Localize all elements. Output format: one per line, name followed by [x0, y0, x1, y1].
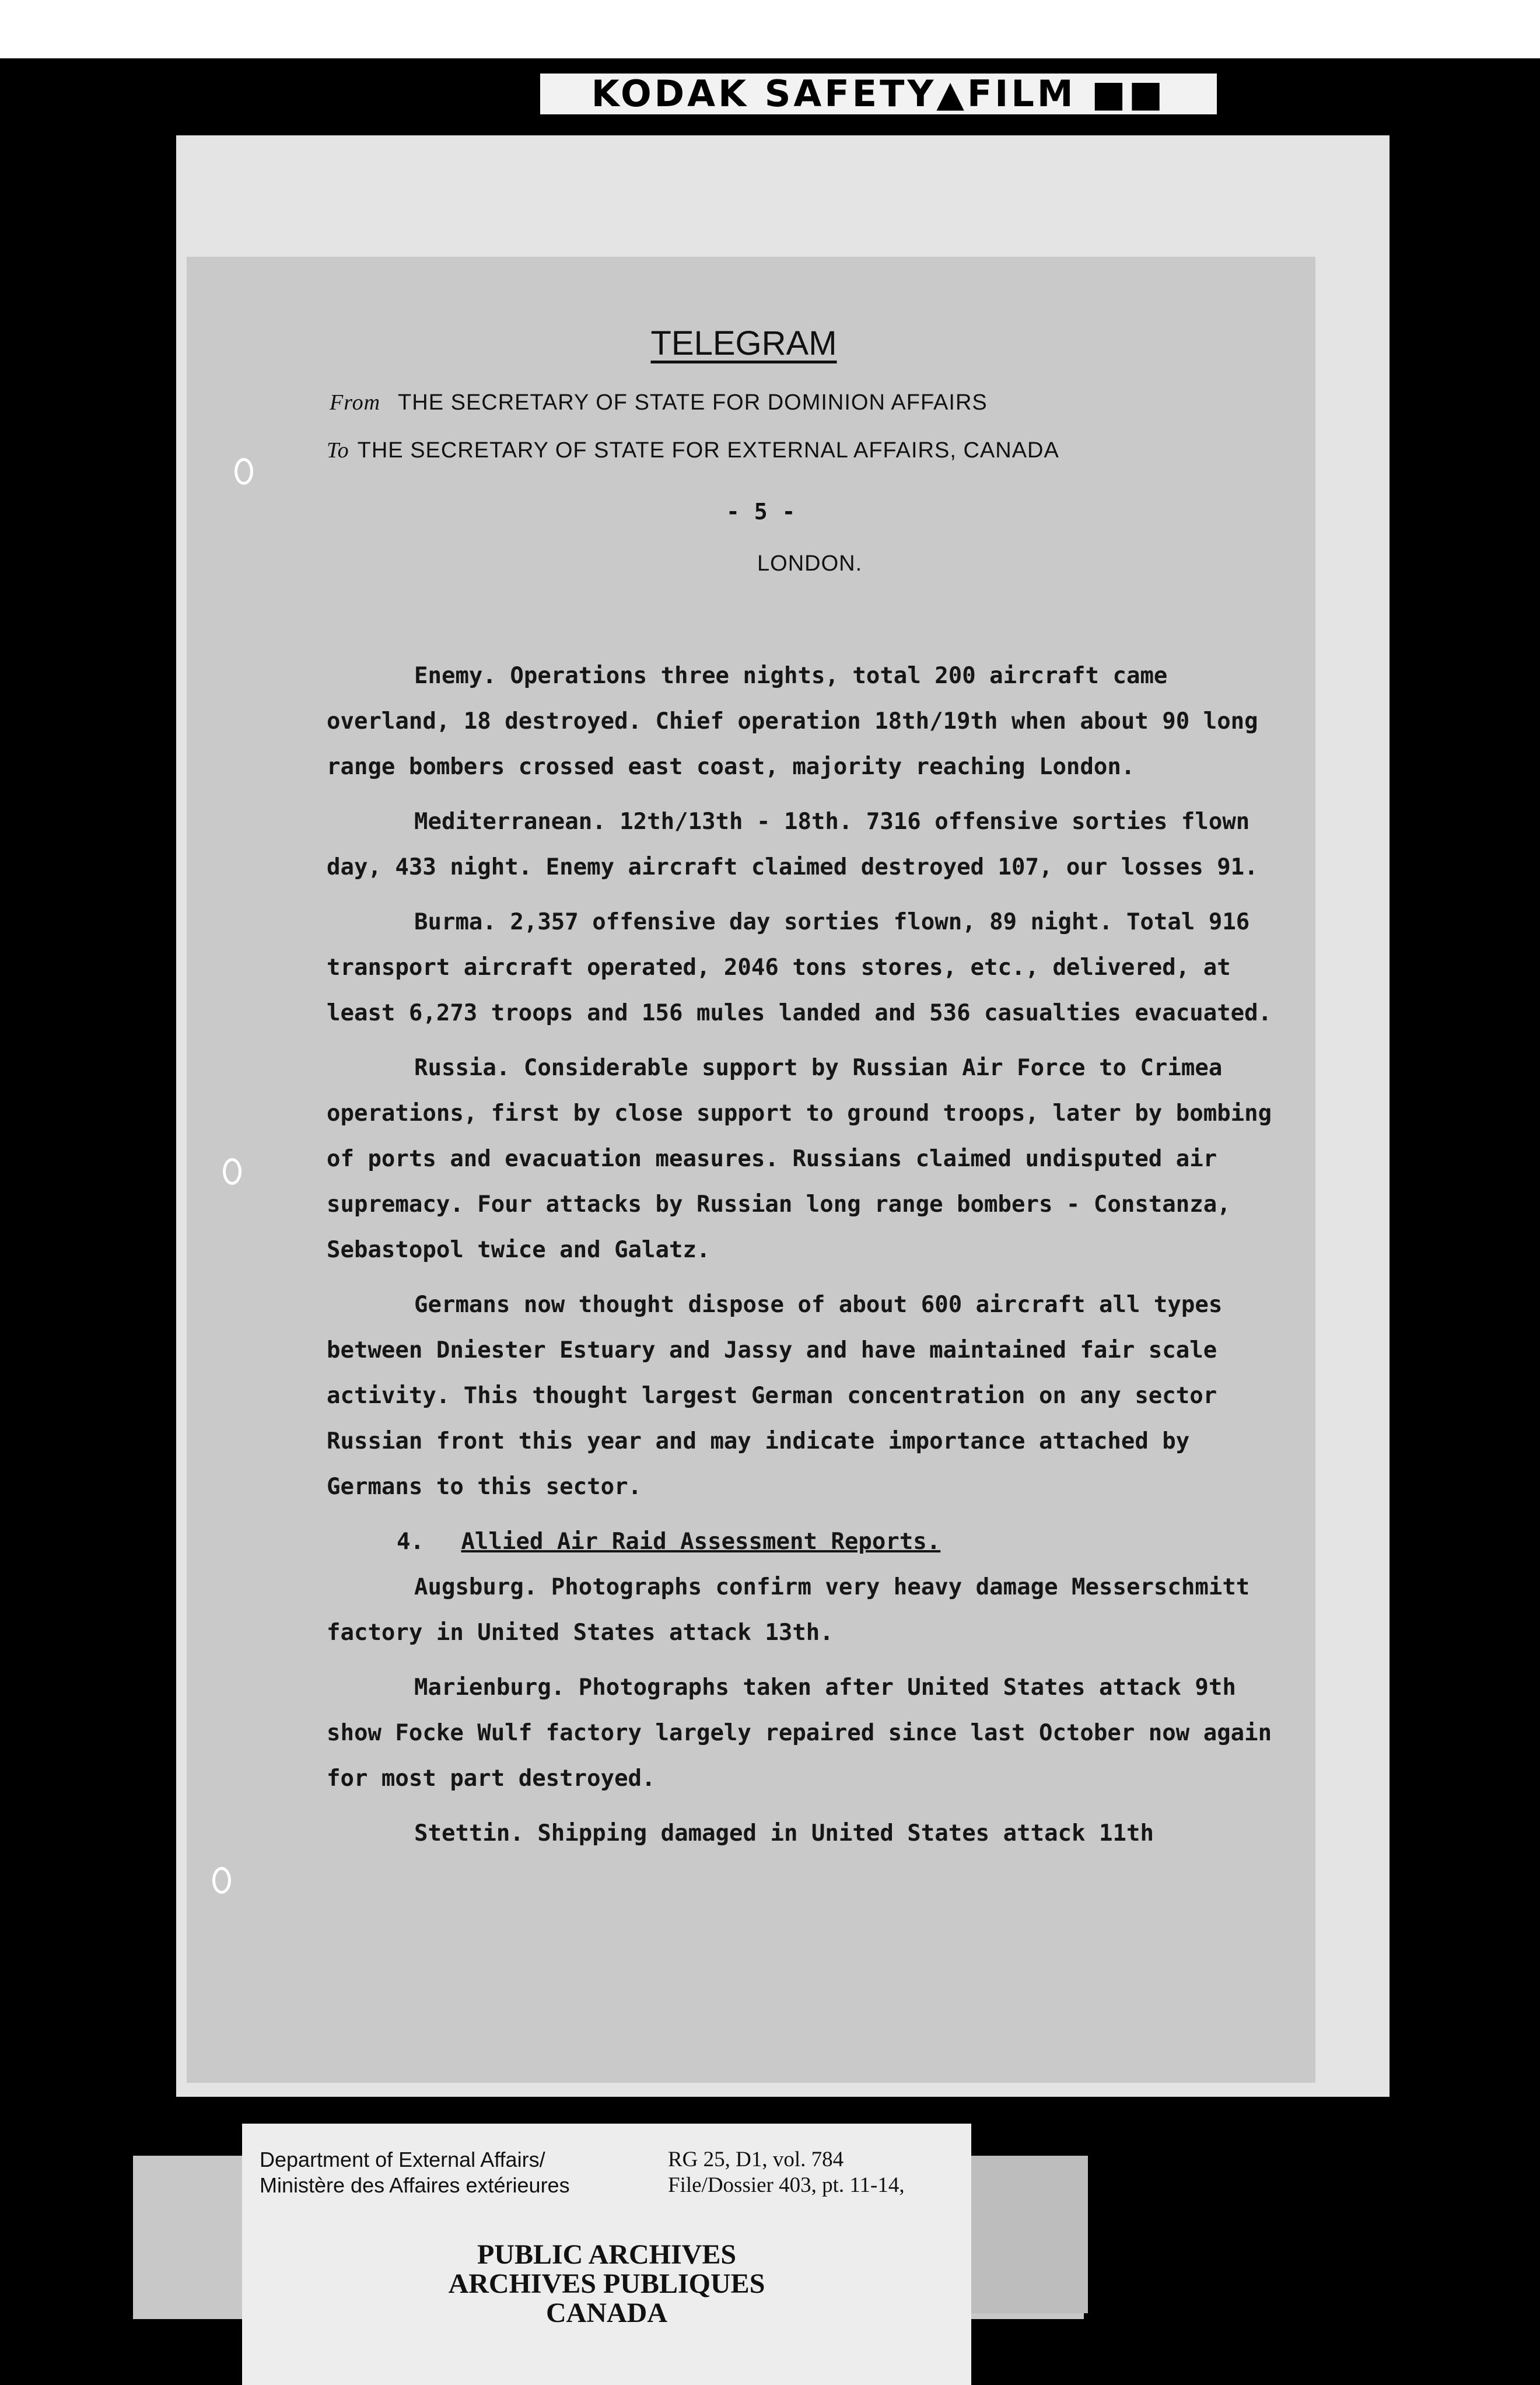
paragraph-enemy: Enemy. Operations three nights, total 200 aircraft came overland, 18 destroyed. Chief operation 18th/19th when about 90 long range bombers crossed east coast, majority reaching London.	[327, 663, 1258, 780]
archive-title	[242, 2240, 971, 2328]
from-label: From	[330, 390, 381, 415]
punch-hole-mark	[212, 1867, 231, 1894]
punch-hole-mark	[235, 458, 253, 485]
page-number: - 5 -	[726, 499, 796, 524]
paragraph-augsburg: Augsburg. Photographs confirm very heavy damage Messerschmitt factory in United States attack 13th.	[327, 1574, 1250, 1646]
archive-title-line-1: PUBLIC ARCHIVES	[477, 2239, 737, 2270]
from-value: THE SECRETARY OF STATE FOR DOMINION AFFAIRS	[398, 390, 988, 415]
archive-title-line-3: CANADA	[546, 2297, 667, 2328]
film-edge-label: KODAK SAFETY▲FILM ■■	[538, 71, 1219, 117]
section-title: Allied Air Raid Assessment Reports.	[461, 1529, 941, 1555]
film-top-border	[0, 0, 1540, 58]
telegram-body	[327, 653, 1295, 1866]
to-line	[327, 438, 1059, 463]
archive-tab-edge	[971, 2156, 1088, 2313]
archive-title-line-2: ARCHIVES PUBLIQUES	[448, 2268, 765, 2299]
archive-reference	[668, 2147, 905, 2198]
from-line	[330, 390, 988, 415]
department-en: Department of External Affairs/	[260, 2148, 545, 2171]
reference-line-1: RG 25, D1, vol. 784	[668, 2148, 844, 2171]
paragraph-burma: Burma. 2,357 offensive day sorties flown, 89 night. Total 916 transport aircraft operated, 2046 tons stores, etc., delivered, at least 6,273 troops and 156 mules landed and 536 casualties evacuated.	[327, 909, 1272, 1026]
punch-hole-mark	[223, 1158, 242, 1185]
to-value: THE SECRETARY OF STATE FOR EXTERNAL AFFAIRS, CANADA	[357, 438, 1059, 463]
paragraph-germans: Germans now thought dispose of about 600 aircraft all types between Dniester Estuary and Jassy and have maintained fair scale activity. This thought largest German concentration on any sector Russian front this year and may indicate importance attached by Germans to this sector.	[327, 1292, 1223, 1500]
paragraph-russia: Russia. Considerable support by Russian Air Force to Crimea operations, first by close support to ground troops, later by bombing of ports and evacuation measures. Russians claimed undisputed air supremacy. Four attacks by Russian long range bombers - Constanza, Sebastopol twice and Galatz.	[327, 1055, 1272, 1263]
paragraph-mediterranean: Mediterranean. 12th/13th - 18th. 7316 offensive sorties flown day, 433 night. Enemy aircraft claimed destroyed 107, our losses 91.	[327, 809, 1258, 880]
section-heading	[327, 1519, 1295, 1565]
paragraph-marienburg: Marienburg. Photographs taken after United States attack 9th show Focke Wulf factory largely repaired since last October now again for most part destroyed.	[327, 1674, 1272, 1792]
section-number: 4.	[397, 1529, 424, 1555]
telegram-title: TELEGRAM	[650, 324, 837, 362]
department-fr: Ministère des Affaires extérieures	[260, 2173, 570, 2197]
paragraph-stettin: Stettin. Shipping damaged in United States attack 11th	[414, 1820, 1154, 1847]
to-label: To	[327, 438, 349, 463]
place-line: LONDON.	[757, 551, 863, 576]
archive-department	[260, 2147, 570, 2198]
reference-line-2: File/Dossier 403, pt. 11-14,	[668, 2173, 905, 2197]
